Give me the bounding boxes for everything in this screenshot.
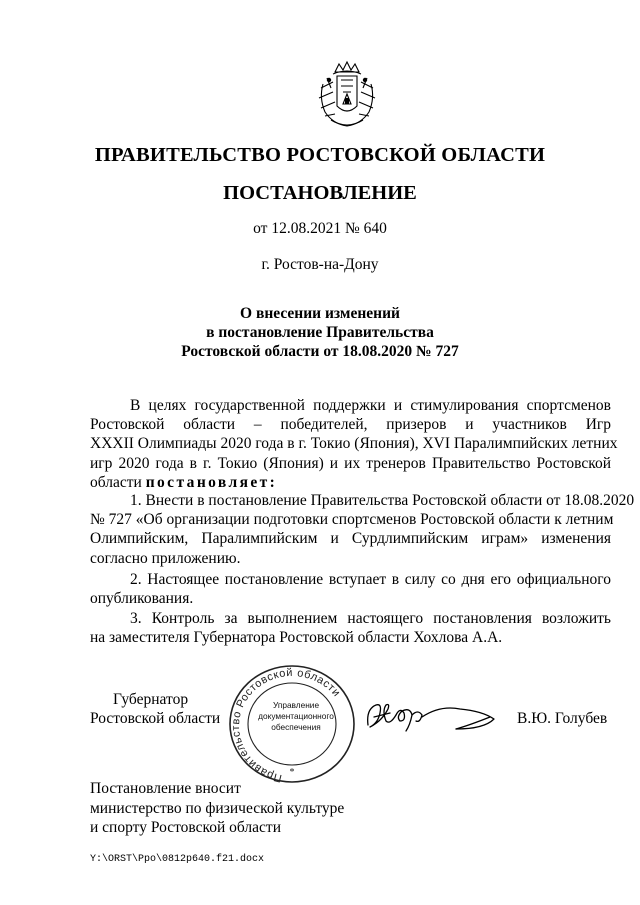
signer-position [90,690,220,728]
text-line: опубликования. [90,590,194,608]
text-line: Ростовской области – победителей, призеров и участников Игр [90,416,611,434]
text-line: В целях государственной поддержки и стимулирования спортсменов [130,397,611,414]
text-line: игр 2020 года в г. Токио (Япония) и их тренеров Правительство Ростовской [90,454,611,472]
stamp-star: * [289,767,295,778]
text-line [90,473,611,492]
government-title: ПРАВИТЕЛЬСТВО РОСТОВСКОЙ ОБЛАСТИ [94,144,546,166]
resolution-item-2 [90,570,611,608]
subject-line: Ростовской области от 18.08.2020 № 727 [181,343,459,360]
text-line: 2. Настоящее постановление вступает в силу со дня его официального [130,571,611,588]
text-line: 1. Внести в постановление Правительства Ростовской области от 18.08.2020 [130,492,635,509]
document-date-number: от 12.08.2021 № 640 [253,220,387,237]
preamble-paragraph [90,396,618,492]
submitter-line: и спорту Ростовской области [90,819,281,836]
text-line: согласно приложению. [90,549,241,567]
text-line: № 727 «Об организации подготовки спортсменов Ростовской области к летним [90,511,614,529]
stamp-inner-line: Управление [272,700,320,710]
text-line: 3. Контроль за выполнением настоящего постановления возложить [130,610,611,627]
stamp-inner-text [256,700,336,733]
signer-name: В.Ю. Голубев [517,710,608,727]
stamp-ring-text: Правительство Ростовской области [229,666,343,785]
text-line: XXXII Олимпиады 2020 года в г. Токио (Япония), XVI Паралимпийских летних [90,435,618,453]
document-subject [0,304,640,361]
handwritten-signature [360,695,500,737]
text-line: на заместителя Губернатора Ростовской области Хохлова А.А. [90,629,503,647]
submitter-block [90,779,344,838]
stamp-inner-line: документационного [258,711,334,721]
subject-line: в постановление Правительства [206,324,434,341]
document-city: г. Ростов-на-Дону [261,256,379,273]
resolution-item-1 [90,491,635,568]
document-type-title: ПОСТАНОВЛЕНИЕ [223,182,417,204]
resolution-item-3 [90,609,611,647]
text-fragment: области [90,473,146,491]
signer-position-line: Ростовской области [90,710,221,727]
stamp-inner-line: обеспечения [271,722,321,732]
resolution-keyword: постановляет: [145,473,278,491]
subject-line: О внесении изменений [240,305,400,322]
submitter-line: министерство по физической культуре [90,799,345,817]
submitter-line: Постановление вносит [90,780,241,797]
coat-of-arms-emblem [313,58,381,130]
file-path-footer: Y:\ORST\Ppo\0812p640.f21.docx [90,854,265,865]
text-line: Олимпийским, Паралимпийским и Сурдлимпийским играм» изменения [90,530,611,548]
signer-position-line: Губернатор [113,691,189,708]
